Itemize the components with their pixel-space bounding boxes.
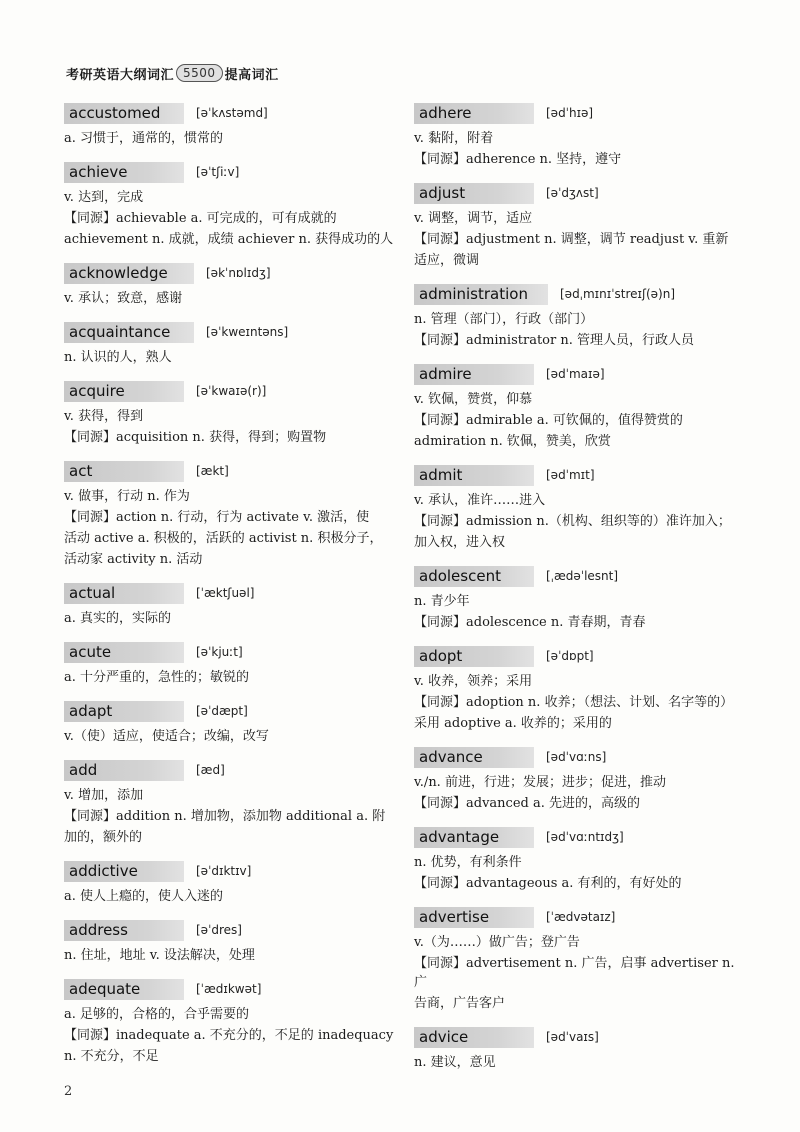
phonetic: [ˌædəˈlesnt] <box>546 569 619 583</box>
phonetic: [əˈtʃiːv] <box>196 165 240 179</box>
headword: adhere <box>414 103 534 124</box>
definition-line: a. 真实的，实际的 <box>64 611 172 626</box>
phonetic: [æd] <box>196 763 225 777</box>
derivative-line: 加入权，进入权 <box>414 535 506 550</box>
entry-heading <box>414 906 746 928</box>
vocab-entry <box>64 321 394 367</box>
headword: adolescent <box>414 566 534 587</box>
derivative-line: 告商，广告客户 <box>414 996 506 1011</box>
entry-heading <box>414 102 746 124</box>
definition-line: a. 使人上瘾的，使人入迷的 <box>64 889 224 904</box>
phonetic: [ədˈmaɪə] <box>546 367 605 381</box>
derivative-line: 加的，额外的 <box>64 830 143 845</box>
derivative-line: 【同源】action n. 行动，行为 activate v. 激活，使 <box>64 510 370 525</box>
derivative-line: 活动家 activity n. 活动 <box>64 552 203 567</box>
vocab-entry <box>64 641 394 687</box>
vocab-entry <box>414 1026 746 1072</box>
derivative-line: 【同源】acquisition n. 获得，得到；购置物 <box>64 430 327 445</box>
phonetic: [əˈdæpt] <box>196 704 248 718</box>
derivative-line: 【同源】adherence n. 坚持，遵守 <box>414 152 622 167</box>
definition-line: v. 做事，行动 n. 作为 <box>64 489 190 504</box>
derivative-line: 【同源】advanced a. 先进的，高级的 <box>414 796 640 811</box>
definition-line: v.（使）适应，使适合；改编，改写 <box>64 729 269 744</box>
phonetic: [əˈkjuːt] <box>196 645 243 659</box>
headword: advice <box>414 1027 534 1048</box>
headword: admit <box>414 465 534 486</box>
vocab-entry <box>414 826 746 893</box>
vocab-entry <box>64 582 394 628</box>
phonetic: [ədˈvɑːntɪdʒ] <box>546 830 624 844</box>
definition-line: v. 黏附，附着 <box>414 131 494 146</box>
vocab-entry <box>64 919 394 965</box>
phonetic: [əkˈnɒlɪdʒ] <box>206 266 271 280</box>
definition-line: v. 增加，添加 <box>64 788 144 803</box>
definition-line: v. 收养，领养；采用 <box>414 674 533 689</box>
definition-line: a. 习惯于，通常的，惯常的 <box>64 131 224 146</box>
phonetic: [əˈdres] <box>196 923 242 937</box>
vocab-entry <box>64 380 394 447</box>
vocab-entry <box>64 460 394 569</box>
derivative-line: admiration n. 钦佩，赞美，欣赏 <box>414 434 611 449</box>
vocab-entry <box>64 262 394 308</box>
headword: adjust <box>414 183 534 204</box>
vocab-entry <box>414 182 746 270</box>
vocab-entry <box>64 161 394 249</box>
headword: act <box>64 461 184 482</box>
header-title-suffix: 提高词汇 <box>224 67 279 83</box>
entry-heading <box>64 860 394 882</box>
headword: advertise <box>414 907 534 928</box>
phonetic: [ədˌmɪnɪˈstreɪʃ(ə)n] <box>560 287 676 301</box>
derivative-line: 【同源】adoption n. 收养；（想法、计划、名字等的） <box>414 695 734 710</box>
definition-line: a. 十分严重的，急性的；敏锐的 <box>64 670 250 685</box>
definition-line: n. 青少年 <box>414 594 470 609</box>
derivative-line: 【同源】inadequate a. 不充分的，不足的 inadequacy <box>64 1028 394 1043</box>
headword: addictive <box>64 861 184 882</box>
definition-line: n. 建议，意见 <box>414 1055 496 1070</box>
left-column <box>64 102 394 1079</box>
vocab-entry <box>414 283 746 350</box>
entry-heading <box>64 161 394 183</box>
derivative-line: 【同源】adolescence n. 青春期，青春 <box>414 615 646 630</box>
vocab-entry <box>414 363 746 451</box>
definition-line: v./n. 前进，行进；发展；进步；促进，推动 <box>414 775 666 790</box>
vocab-entry <box>64 860 394 906</box>
vocab-entry <box>64 978 394 1066</box>
phonetic: [ədˈvɑːns] <box>546 750 607 764</box>
headword: adequate <box>64 979 184 1000</box>
derivative-line: 活动 active a. 积极的，活跃的 activist n. 积极分子， <box>64 531 383 546</box>
phonetic: [ədˈvaɪs] <box>546 1030 599 1044</box>
entry-heading <box>64 919 394 941</box>
phonetic: [ədˈmɪt] <box>546 468 595 482</box>
vocab-entry <box>414 102 746 169</box>
definition-line: v. 承认；致意，感谢 <box>64 291 183 306</box>
definition-line: v. 钦佩，赞赏，仰慕 <box>414 392 533 407</box>
vocab-entry <box>414 906 746 1013</box>
phonetic: [əˈkʌstəmd] <box>196 106 268 120</box>
derivative-line: 【同源】admirable a. 可钦佩的，值得赞赏的 <box>414 413 683 428</box>
header-badge: 5500 <box>176 64 223 82</box>
phonetic: [ˈædvətaɪz] <box>546 910 616 924</box>
headword: accustomed <box>64 103 184 124</box>
definition-line: n. 认识的人，熟人 <box>64 350 172 365</box>
headword: acquire <box>64 381 184 402</box>
phonetic: [əˈdɪktɪv] <box>196 864 252 878</box>
phonetic: [əˈdʒʌst] <box>546 186 599 200</box>
headword: adapt <box>64 701 184 722</box>
derivative-line: 【同源】addition n. 增加物，添加物 additional a. 附 <box>64 809 386 824</box>
entry-heading <box>414 182 746 204</box>
headword: advance <box>414 747 534 768</box>
headword: acknowledge <box>64 263 194 284</box>
entry-heading <box>64 759 394 781</box>
entry-heading <box>414 826 746 848</box>
definition-line: n. 优势，有利条件 <box>414 855 522 870</box>
headword: administration <box>414 284 548 305</box>
headword: achieve <box>64 162 184 183</box>
entry-heading <box>414 645 746 667</box>
vocab-entry <box>414 746 746 813</box>
entry-heading <box>414 746 746 768</box>
vocab-entry <box>414 464 746 552</box>
derivative-line: 采用 adoptive a. 收养的；采用的 <box>414 716 612 731</box>
entry-heading <box>64 700 394 722</box>
entry-heading <box>64 460 394 482</box>
entry-heading <box>414 464 746 486</box>
vocab-entry <box>64 759 394 847</box>
phonetic: [ˈædɪkwət] <box>196 982 262 996</box>
phonetic: [ədˈhɪə] <box>546 106 594 120</box>
entry-heading <box>64 380 394 402</box>
definition-line: v. 获得，得到 <box>64 409 144 424</box>
page-number: 2 <box>64 1084 73 1099</box>
headword: address <box>64 920 184 941</box>
definition-line: n. 住址，地址 v. 设法解决，处理 <box>64 948 255 963</box>
derivative-line: 【同源】advantageous a. 有利的，有好处的 <box>414 876 682 891</box>
entry-heading <box>64 978 394 1000</box>
derivative-line: 【同源】admission n.（机构、组织等的）准许加入； <box>414 514 731 529</box>
entry-heading <box>414 363 746 385</box>
entry-heading <box>64 641 394 663</box>
page-header <box>66 62 279 84</box>
entry-heading <box>414 565 746 587</box>
entry-heading <box>64 102 394 124</box>
derivative-line: 【同源】adjustment n. 调整，调节 readjust v. 重新 <box>414 232 729 247</box>
definition-line: v. 达到，完成 <box>64 190 144 205</box>
phonetic: [əˈkweɪntəns] <box>206 325 289 339</box>
header-title-prefix: 考研英语大纲词汇 <box>66 67 175 83</box>
entry-heading <box>64 262 394 284</box>
headword: adopt <box>414 646 534 667</box>
vocab-entry <box>64 102 394 148</box>
vocab-entry <box>414 565 746 632</box>
entry-heading <box>414 1026 746 1048</box>
derivative-line: 【同源】administrator n. 管理人员，行政人员 <box>414 333 694 348</box>
derivative-line: 【同源】advertisement n. 广告，启事 advertiser n. 广 <box>414 956 735 990</box>
headword: actual <box>64 583 184 604</box>
phonetic: [əˈkwaɪə(r)] <box>196 384 267 398</box>
entry-heading <box>64 582 394 604</box>
headword: add <box>64 760 184 781</box>
right-column <box>414 102 746 1085</box>
vocab-entry <box>414 645 746 733</box>
headword: acute <box>64 642 184 663</box>
phonetic: [əˈdɒpt] <box>546 649 594 663</box>
definition-line: v. 承认，准许……进入 <box>414 493 546 508</box>
entry-heading <box>64 321 394 343</box>
derivative-line: 【同源】achievable a. 可完成的，可有成就的 <box>64 211 337 226</box>
headword: advantage <box>414 827 534 848</box>
derivative-line: 适应，微调 <box>414 253 480 268</box>
derivative-line: n. 不充分，不足 <box>64 1049 159 1064</box>
derivative-line: achievement n. 成就，成绩 achiever n. 获得成功的人 <box>64 232 394 247</box>
definition-line: n. 管理（部门），行政（部门） <box>414 312 594 327</box>
headword: acquaintance <box>64 322 194 343</box>
entry-heading <box>414 283 746 305</box>
phonetic: [ækt] <box>196 464 229 478</box>
vocab-entry <box>64 700 394 746</box>
headword: admire <box>414 364 534 385</box>
definition-line: v. 调整，调节，适应 <box>414 211 533 226</box>
definition-line: a. 足够的，合格的，合乎需要的 <box>64 1007 250 1022</box>
phonetic: [ˈæktʃuəl] <box>196 586 255 600</box>
definition-line: v.（为……）做广告；登广告 <box>414 935 580 950</box>
